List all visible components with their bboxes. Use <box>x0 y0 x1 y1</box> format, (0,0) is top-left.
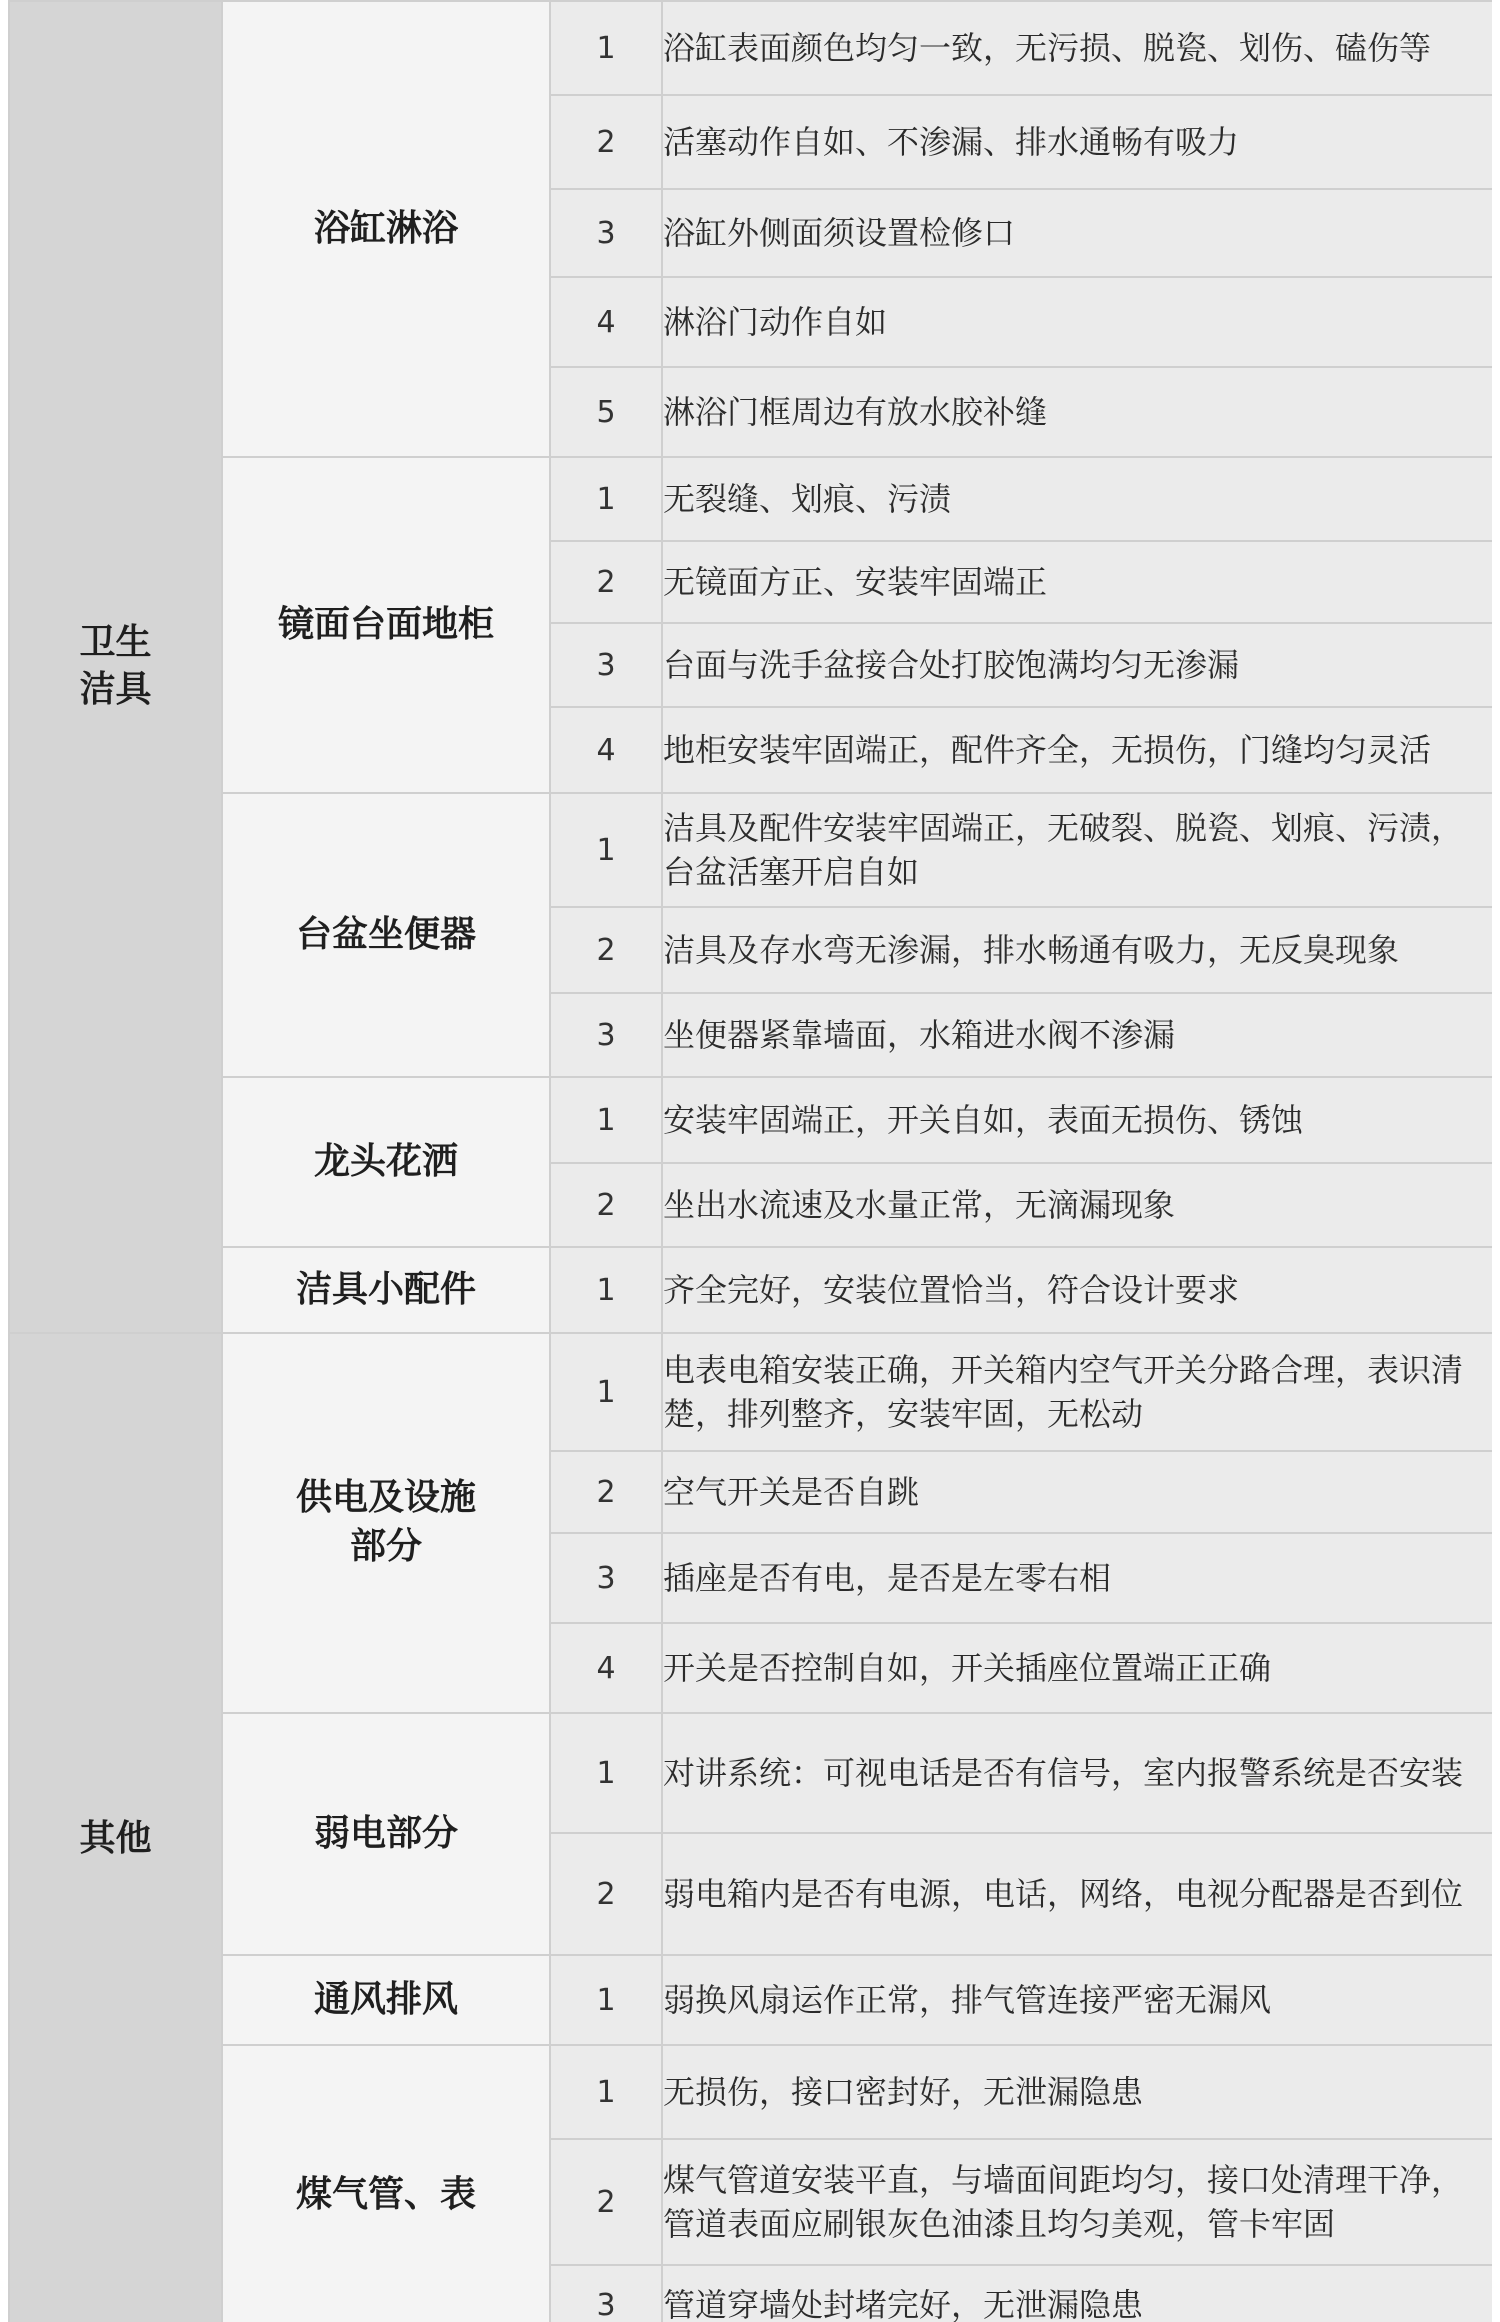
item-description: 淋浴门动作自如 <box>662 277 1492 367</box>
subcategory-label: 洁具小配件 <box>295 1268 476 1310</box>
table-row <box>9 1 1492 95</box>
item-description: 管道穿墙处封堵完好，无泄漏隐患 <box>662 2265 1492 2322</box>
category-label: 卫生 洁具 <box>79 622 152 710</box>
category-cell <box>9 1 222 1333</box>
subcategory-cell <box>222 2045 550 2322</box>
subcategory-cell <box>222 1 550 457</box>
table-row <box>9 1333 1492 1451</box>
item-description: 齐全完好，安装位置恰当，符合设计要求 <box>662 1247 1492 1333</box>
item-description: 无损伤，接口密封好，无泄漏隐患 <box>662 2045 1492 2139</box>
subcategory-cell <box>222 1333 550 1713</box>
subcategory-cell <box>222 1955 550 2045</box>
table-row <box>9 1077 1492 1163</box>
item-number: 4 <box>550 277 662 367</box>
item-description: 开关是否控制自如，开关插座位置端正正确 <box>662 1623 1492 1713</box>
subcategory-label: 镜面台面地柜 <box>277 603 494 645</box>
item-number: 3 <box>550 1533 662 1623</box>
item-description: 地柜安装牢固端正，配件齐全，无损伤，门缝均匀灵活 <box>662 707 1492 793</box>
item-number: 3 <box>550 189 662 277</box>
table-row <box>9 1713 1492 1833</box>
item-number: 1 <box>550 457 662 541</box>
item-number: 2 <box>550 1833 662 1955</box>
subcategory-cell <box>222 1247 550 1333</box>
item-number: 4 <box>550 1623 662 1713</box>
item-number: 1 <box>550 1247 662 1333</box>
item-number: 1 <box>550 1713 662 1833</box>
subcategory-label: 浴缸淋浴 <box>313 207 458 249</box>
inspection-checklist <box>8 0 1492 2322</box>
item-number: 3 <box>550 2265 662 2322</box>
subcategory-label: 弱电部分 <box>313 1812 458 1854</box>
item-number: 1 <box>550 1 662 95</box>
subcategory-cell <box>222 1077 550 1247</box>
item-number: 1 <box>550 1077 662 1163</box>
item-description: 坐出水流速及水量正常，无滴漏现象 <box>662 1163 1492 1247</box>
item-description: 洁具及存水弯无渗漏，排水畅通有吸力，无反臭现象 <box>662 907 1492 993</box>
table-row <box>9 1247 1492 1333</box>
item-number: 2 <box>550 1451 662 1533</box>
item-description: 无裂缝、划痕、污渍 <box>662 457 1492 541</box>
table-row <box>9 1955 1492 2045</box>
item-description: 安装牢固端正，开关自如，表面无损伤、锈蚀 <box>662 1077 1492 1163</box>
item-description: 浴缸外侧面须设置检修口 <box>662 189 1492 277</box>
item-description: 空气开关是否自跳 <box>662 1451 1492 1533</box>
item-number: 2 <box>550 2139 662 2265</box>
table-row <box>9 457 1492 541</box>
item-description: 弱电箱内是否有电源，电话，网络，电视分配器是否到位 <box>662 1833 1492 1955</box>
item-number: 2 <box>550 541 662 623</box>
subcategory-label: 供电及设施 部分 <box>295 1477 476 1567</box>
item-number: 5 <box>550 367 662 457</box>
item-number: 1 <box>550 793 662 907</box>
table-row <box>9 2045 1492 2139</box>
item-number: 3 <box>550 623 662 707</box>
subcategory-label: 煤气管、表 <box>295 2173 476 2215</box>
checklist-body <box>9 1 1492 2322</box>
item-number: 1 <box>550 1333 662 1451</box>
subcategory-cell <box>222 457 550 793</box>
category-label: 其他 <box>79 1817 152 1859</box>
item-description: 坐便器紧靠墙面，水箱进水阀不渗漏 <box>662 993 1492 1077</box>
category-cell <box>9 1333 222 2322</box>
item-number: 1 <box>550 1955 662 2045</box>
item-number: 4 <box>550 707 662 793</box>
item-description: 洁具及配件安装牢固端正，无破裂、脱瓷、划痕、污渍，台盆活塞开启自如 <box>662 793 1492 907</box>
item-description: 对讲系统：可视电话是否有信号，室内报警系统是否安装 <box>662 1713 1492 1833</box>
subcategory-cell <box>222 793 550 1077</box>
item-description: 插座是否有电，是否是左零右相 <box>662 1533 1492 1623</box>
item-description: 活塞动作自如、不渗漏、排水通畅有吸力 <box>662 95 1492 189</box>
subcategory-label: 龙头花洒 <box>313 1140 458 1182</box>
item-description: 弱换风扇运作正常，排气管连接严密无漏风 <box>662 1955 1492 2045</box>
item-description: 台面与洗手盆接合处打胶饱满均匀无渗漏 <box>662 623 1492 707</box>
subcategory-cell <box>222 1713 550 1955</box>
item-description: 煤气管道安装平直，与墙面间距均匀，接口处清理干净，管道表面应刷银灰色油漆且均匀美观，管卡牢固 <box>662 2139 1492 2265</box>
item-number: 2 <box>550 95 662 189</box>
item-description: 浴缸表面颜色均匀一致，无污损、脱瓷、划伤、磕伤等 <box>662 1 1492 95</box>
item-description: 无镜面方正、安装牢固端正 <box>662 541 1492 623</box>
item-number: 2 <box>550 1163 662 1247</box>
item-description: 淋浴门框周边有放水胶补缝 <box>662 367 1492 457</box>
item-description: 电表电箱安装正确，开关箱内空气开关分路合理，表识清楚，排列整齐，安装牢固，无松动 <box>662 1333 1492 1451</box>
subcategory-label: 台盆坐便器 <box>295 913 476 955</box>
checklist-table <box>8 0 1492 2322</box>
table-row <box>9 793 1492 907</box>
item-number: 2 <box>550 907 662 993</box>
item-number: 1 <box>550 2045 662 2139</box>
item-number: 3 <box>550 993 662 1077</box>
subcategory-label: 通风排风 <box>313 1978 458 2020</box>
